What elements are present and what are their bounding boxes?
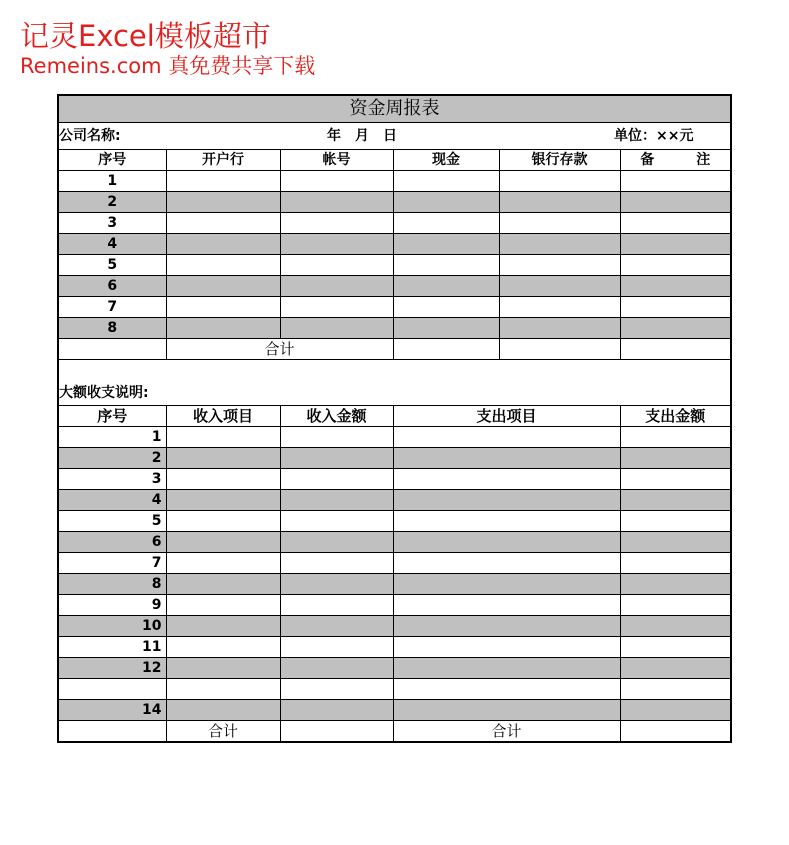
table1-cell[interactable] bbox=[166, 212, 280, 233]
row-index: 3 bbox=[59, 469, 166, 490]
table2-cell[interactable] bbox=[166, 490, 280, 511]
table1-total-row bbox=[59, 338, 730, 359]
header-expense-item: 支出项目 bbox=[393, 406, 620, 427]
table1-cell[interactable] bbox=[280, 254, 393, 275]
table1-cell[interactable] bbox=[280, 212, 393, 233]
table2-row bbox=[59, 532, 730, 553]
brand-subtitle: Remeins.com 真免费共享下载 bbox=[20, 54, 316, 78]
table2-row bbox=[59, 490, 730, 511]
header-deposit: 银行存款 bbox=[499, 149, 620, 170]
table1-cell[interactable] bbox=[620, 233, 730, 254]
report-table-2 bbox=[59, 405, 730, 743]
table2-row bbox=[59, 595, 730, 616]
table2-cell[interactable] bbox=[393, 427, 620, 448]
table2-row bbox=[59, 511, 730, 532]
income-total-label: 合计 bbox=[166, 721, 280, 743]
table2-cell[interactable] bbox=[620, 490, 730, 511]
table1-cell[interactable] bbox=[620, 296, 730, 317]
row-index: 8 bbox=[59, 317, 166, 338]
table1-cell[interactable] bbox=[280, 275, 393, 296]
table2-cell[interactable] bbox=[280, 616, 393, 637]
table2-cell[interactable] bbox=[393, 637, 620, 658]
row-index bbox=[59, 679, 166, 700]
table2-cell[interactable] bbox=[620, 658, 730, 679]
table1-cell[interactable] bbox=[499, 170, 620, 191]
table2-cell[interactable] bbox=[166, 448, 280, 469]
table1-cell[interactable] bbox=[620, 191, 730, 212]
table2-cell[interactable] bbox=[280, 637, 393, 658]
unit-label: 单位：××元 bbox=[614, 127, 694, 144]
table1-cell[interactable] bbox=[280, 233, 393, 254]
table1-total-cell[interactable] bbox=[59, 338, 166, 359]
header-income-amount: 收入金额 bbox=[280, 406, 393, 427]
table2-cell[interactable] bbox=[393, 553, 620, 574]
table1-row bbox=[59, 170, 730, 191]
table1-cell[interactable] bbox=[280, 296, 393, 317]
table2-cell[interactable] bbox=[166, 700, 280, 721]
table2-row bbox=[59, 700, 730, 721]
table2-cell[interactable] bbox=[393, 469, 620, 490]
table1-cell[interactable] bbox=[620, 212, 730, 233]
row-index: 11 bbox=[59, 637, 166, 658]
table2-cell[interactable] bbox=[280, 469, 393, 490]
table2-cell[interactable] bbox=[620, 427, 730, 448]
expense-total-label: 合计 bbox=[393, 721, 620, 743]
table2-cell[interactable] bbox=[280, 700, 393, 721]
table1-cell[interactable] bbox=[393, 170, 499, 191]
table1-cell[interactable] bbox=[166, 296, 280, 317]
table2-cell[interactable] bbox=[280, 448, 393, 469]
table1-cell[interactable] bbox=[499, 254, 620, 275]
table1-cell[interactable] bbox=[280, 191, 393, 212]
table2-cell[interactable] bbox=[280, 679, 393, 700]
table1-row bbox=[59, 317, 730, 338]
row-index: 12 bbox=[59, 658, 166, 679]
row-index: 6 bbox=[59, 275, 166, 296]
table1-cell[interactable] bbox=[166, 191, 280, 212]
header2-index: 序号 bbox=[59, 406, 166, 427]
table2-header bbox=[59, 406, 730, 427]
table2-cell[interactable] bbox=[166, 469, 280, 490]
table2-cell[interactable] bbox=[280, 574, 393, 595]
table2-cell[interactable] bbox=[620, 595, 730, 616]
report-table-1 bbox=[59, 96, 730, 405]
table1-row bbox=[59, 296, 730, 317]
table1-total-deposit[interactable] bbox=[499, 338, 620, 359]
table2-cell[interactable] bbox=[620, 532, 730, 553]
expense-total-amount[interactable] bbox=[620, 721, 730, 743]
table1-cell[interactable] bbox=[620, 170, 730, 191]
table1-cell[interactable] bbox=[499, 233, 620, 254]
table1-row bbox=[59, 191, 730, 212]
table2-cell[interactable] bbox=[393, 511, 620, 532]
table2-row bbox=[59, 679, 730, 700]
table2-row bbox=[59, 658, 730, 679]
large-transactions-label: 大额收支说明: bbox=[59, 385, 149, 401]
header-bank: 开户行 bbox=[166, 149, 280, 170]
table2-cell[interactable] bbox=[620, 616, 730, 637]
table1-cell[interactable] bbox=[499, 191, 620, 212]
row-index: 9 bbox=[59, 595, 166, 616]
table1-cell[interactable] bbox=[280, 170, 393, 191]
table1-cell[interactable] bbox=[393, 191, 499, 212]
report-sheet bbox=[57, 94, 732, 743]
header-income-item: 收入项目 bbox=[166, 406, 280, 427]
table2-cell[interactable] bbox=[280, 511, 393, 532]
table2-row bbox=[59, 574, 730, 595]
header-account: 帐号 bbox=[280, 149, 393, 170]
table1-row bbox=[59, 275, 730, 296]
table2-cell[interactable] bbox=[280, 427, 393, 448]
row-index: 8 bbox=[59, 574, 166, 595]
table2-cell[interactable] bbox=[166, 427, 280, 448]
table2-cell[interactable] bbox=[393, 679, 620, 700]
header-expense-amount: 支出金额 bbox=[620, 406, 730, 427]
table2-cell[interactable] bbox=[393, 595, 620, 616]
table1-cell[interactable] bbox=[280, 317, 393, 338]
table1-cell[interactable] bbox=[499, 296, 620, 317]
row-index: 1 bbox=[59, 170, 166, 191]
table2-cell[interactable] bbox=[166, 553, 280, 574]
table1-cell[interactable] bbox=[393, 275, 499, 296]
income-total-amount[interactable] bbox=[280, 721, 393, 743]
table2-cell[interactable] bbox=[393, 490, 620, 511]
row-index: 2 bbox=[59, 448, 166, 469]
table2-cell[interactable] bbox=[166, 595, 280, 616]
table2-row bbox=[59, 553, 730, 574]
table2-row bbox=[59, 448, 730, 469]
table1-header bbox=[59, 149, 730, 170]
table1-cell[interactable] bbox=[166, 275, 280, 296]
row-index: 7 bbox=[59, 553, 166, 574]
table2-cell[interactable] bbox=[280, 490, 393, 511]
table2-cell[interactable] bbox=[620, 511, 730, 532]
table1-cell[interactable] bbox=[499, 317, 620, 338]
table2-cell[interactable] bbox=[620, 700, 730, 721]
table2-cell[interactable] bbox=[393, 658, 620, 679]
table2-cell[interactable] bbox=[620, 574, 730, 595]
row-index: 1 bbox=[59, 427, 166, 448]
table2-cell[interactable] bbox=[166, 574, 280, 595]
table2-cell[interactable] bbox=[620, 553, 730, 574]
table1-cell[interactable] bbox=[499, 212, 620, 233]
table2-cell[interactable] bbox=[280, 658, 393, 679]
table2-cell[interactable] bbox=[393, 616, 620, 637]
header-remark: 备 注 bbox=[620, 149, 730, 170]
table1-cell[interactable] bbox=[393, 296, 499, 317]
table1-total-cash[interactable] bbox=[393, 338, 499, 359]
row-index: 5 bbox=[59, 511, 166, 532]
table2-row bbox=[59, 427, 730, 448]
table2-cell[interactable] bbox=[166, 637, 280, 658]
table2-cell[interactable] bbox=[280, 595, 393, 616]
row-index: 5 bbox=[59, 254, 166, 275]
header-index: 序号 bbox=[59, 149, 166, 170]
row-index: 7 bbox=[59, 296, 166, 317]
row-index: 3 bbox=[59, 212, 166, 233]
table2-row bbox=[59, 637, 730, 658]
table1-cell[interactable] bbox=[166, 317, 280, 338]
row-index: 10 bbox=[59, 616, 166, 637]
table2-cell[interactable] bbox=[620, 448, 730, 469]
row-index: 4 bbox=[59, 490, 166, 511]
table2-total-cell[interactable] bbox=[59, 721, 166, 743]
table1-cell[interactable] bbox=[166, 254, 280, 275]
table2-cell[interactable] bbox=[620, 679, 730, 700]
table2-cell[interactable] bbox=[166, 679, 280, 700]
table1-row bbox=[59, 254, 730, 275]
table2-cell[interactable] bbox=[280, 532, 393, 553]
row-index: 2 bbox=[59, 191, 166, 212]
date-label: 年 月 日 bbox=[327, 127, 397, 144]
table1-cell[interactable] bbox=[620, 254, 730, 275]
brand-title: 记灵Excel模板超市 bbox=[20, 19, 271, 53]
table1-cell[interactable] bbox=[166, 233, 280, 254]
table2-cell[interactable] bbox=[166, 658, 280, 679]
table2-cell[interactable] bbox=[166, 532, 280, 553]
table2-row bbox=[59, 469, 730, 490]
table2-cell[interactable] bbox=[393, 574, 620, 595]
table1-cell[interactable] bbox=[393, 212, 499, 233]
table2-cell[interactable] bbox=[166, 511, 280, 532]
table1-cell[interactable] bbox=[620, 317, 730, 338]
table1-cell[interactable] bbox=[393, 317, 499, 338]
row-index: 4 bbox=[59, 233, 166, 254]
table2-cell[interactable] bbox=[393, 532, 620, 553]
table2-cell[interactable] bbox=[620, 637, 730, 658]
row-index: 14 bbox=[59, 700, 166, 721]
table1-cell[interactable] bbox=[620, 275, 730, 296]
table1-cell[interactable] bbox=[499, 275, 620, 296]
table2-cell[interactable] bbox=[166, 616, 280, 637]
table1-row bbox=[59, 233, 730, 254]
row-index: 6 bbox=[59, 532, 166, 553]
table1-row bbox=[59, 212, 730, 233]
header-cash: 现金 bbox=[393, 149, 499, 170]
table2-cell[interactable] bbox=[393, 448, 620, 469]
table2-row bbox=[59, 616, 730, 637]
table1-cell[interactable] bbox=[393, 254, 499, 275]
table1-total-label: 合计 bbox=[166, 338, 393, 359]
company-name-label: 公司名称: bbox=[59, 127, 121, 144]
table2-cell[interactable] bbox=[620, 469, 730, 490]
spacer bbox=[59, 359, 730, 381]
table1-cell[interactable] bbox=[166, 170, 280, 191]
report-title: 资金周报表 bbox=[59, 96, 730, 122]
table1-cell[interactable] bbox=[393, 233, 499, 254]
table2-cell[interactable] bbox=[393, 700, 620, 721]
table2-cell[interactable] bbox=[280, 553, 393, 574]
table1-total-remark[interactable] bbox=[620, 338, 730, 359]
table2-total-row bbox=[59, 721, 730, 743]
